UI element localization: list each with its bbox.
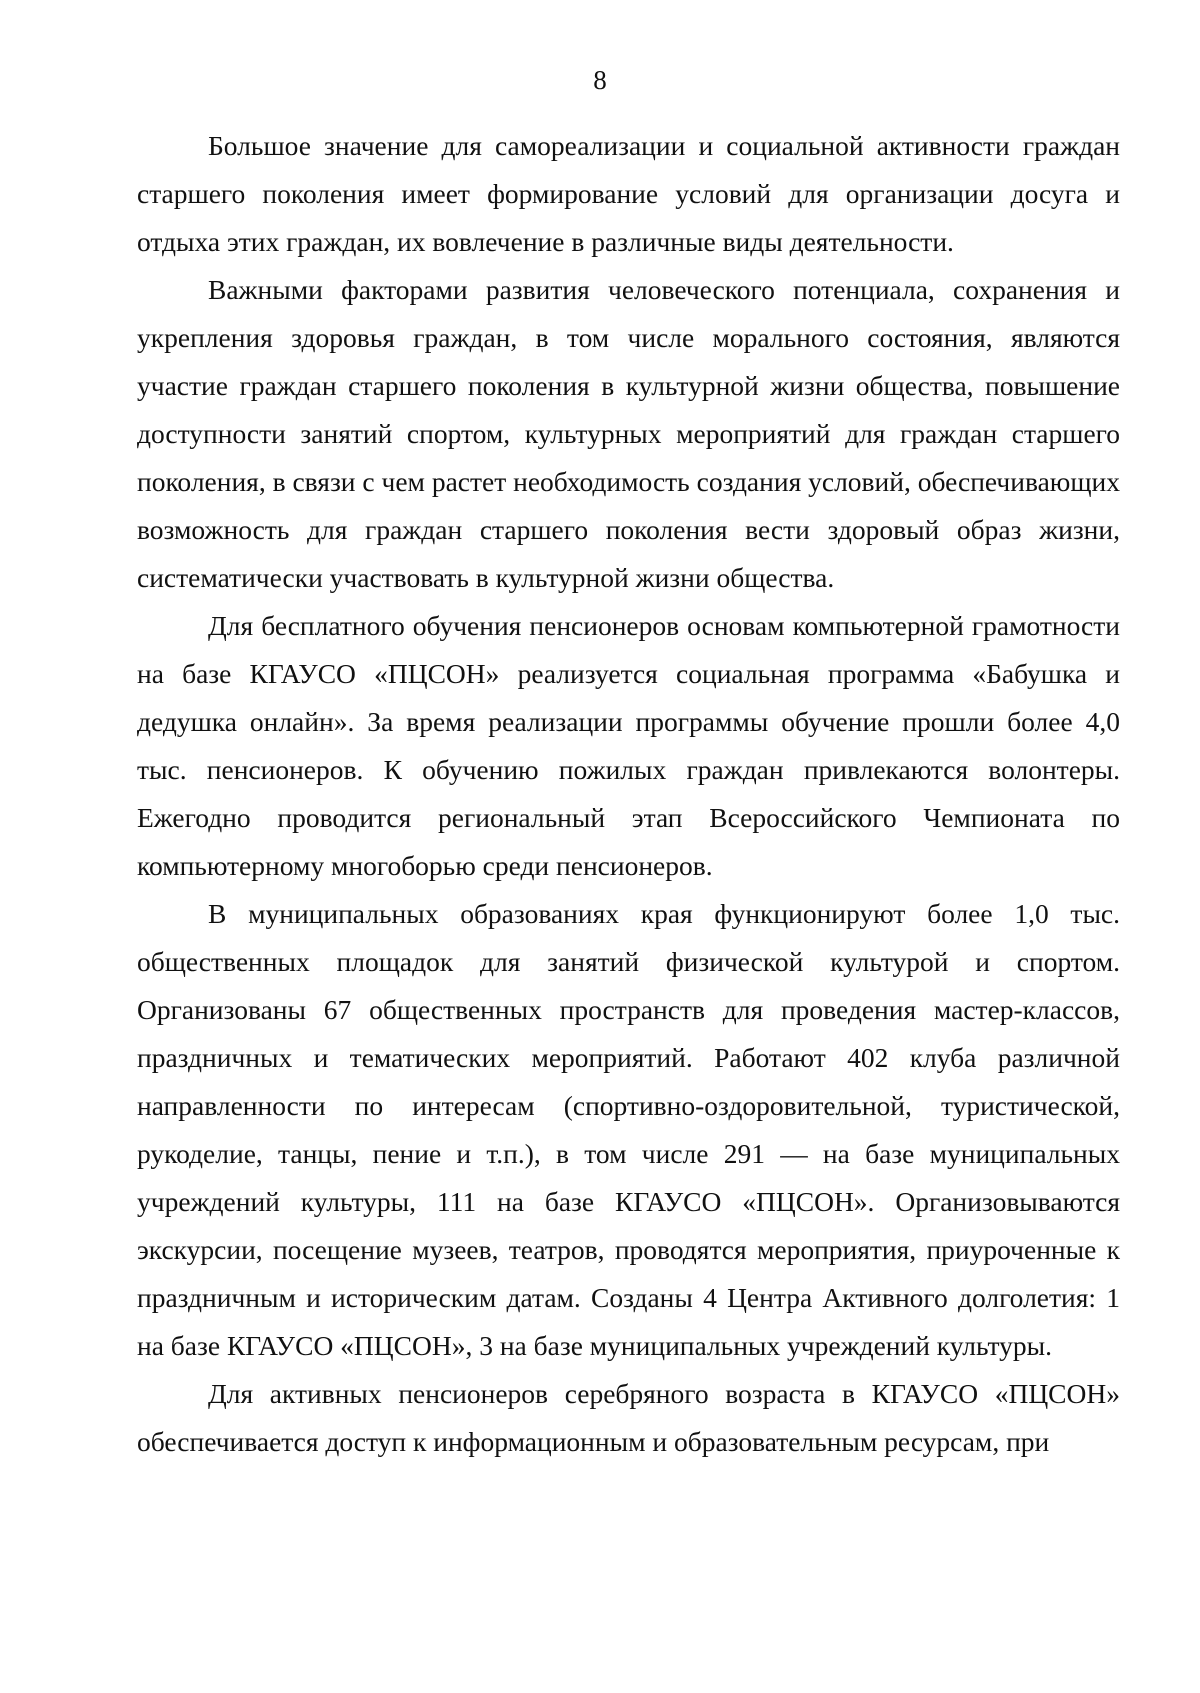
page-number: 8 <box>593 65 607 95</box>
paragraph-computer-literacy: Для бесплатного обучения пенсионеров основам компьютерной грамотности на базе КГАУСО «ПЦСОН» реализуется социальная программа «Бабушка и дедушка онлайн». За время реализации программы обучение прошли более 4,0 тыс. пенсионеров. К обучению пожилых граждан привлекаются волонтеры. Ежегодно проводится региональный этап Всероссийского Чемпионата по компьютерному многоборью среди пенсионеров. <box>137 610 1120 881</box>
paragraph-health-factors: Важными факторами развития человеческого потенциала, сохранения и укрепления здоровья граждан, в том числе морального состояния, являются участие граждан старшего поколения в культурной жизни общества, повышение доступности занятий спортом, культурных мероприятий для граждан старшего поколения, в связи с чем растет необходимость создания условий, обеспечивающих возможность для граждан старшего поколения вести здоровый образ жизни, систематически участвовать в культурной жизни общества. <box>137 274 1120 593</box>
paragraph-active-pensioners: Для активных пенсионеров серебряного возраста в КГАУСО «ПЦСОН» обеспечивается доступ к информационным и образовательным ресурсам, при <box>137 1378 1120 1457</box>
body-text <box>137 122 1120 1466</box>
paragraph-leisure: Большое значение для самореализации и социальной активности граждан старшего поколения имеет формирование условий для организации досуга и отдыха этих граждан, их вовлечение в различные виды деятельности. <box>137 130 1120 257</box>
paragraph-municipal-activities: В муниципальных образованиях края функционируют более 1,0 тыс. общественных площадок для занятий физической культурой и спортом. Организованы 67 общественных пространств для проведения мастер-классов, праздничных и тематических мероприятий. Работают 402 клуба различной направленности по интересам (спортивно-оздоровительной, туристической, рукоделие, танцы, пение и т.п.), в том числе 291 — на базе муниципальных учреждений культуры, 111 на базе КГАУСО «ПЦСОН». Организовываются экскурсии, посещение музеев, театров, проводятся мероприятия, приуроченные к праздничным и историческим датам. Созданы 4 Центра Активного долголетия: 1 на базе КГАУСО «ПЦСОН», 3 на базе муниципальных учреждений культуры. <box>137 898 1120 1361</box>
